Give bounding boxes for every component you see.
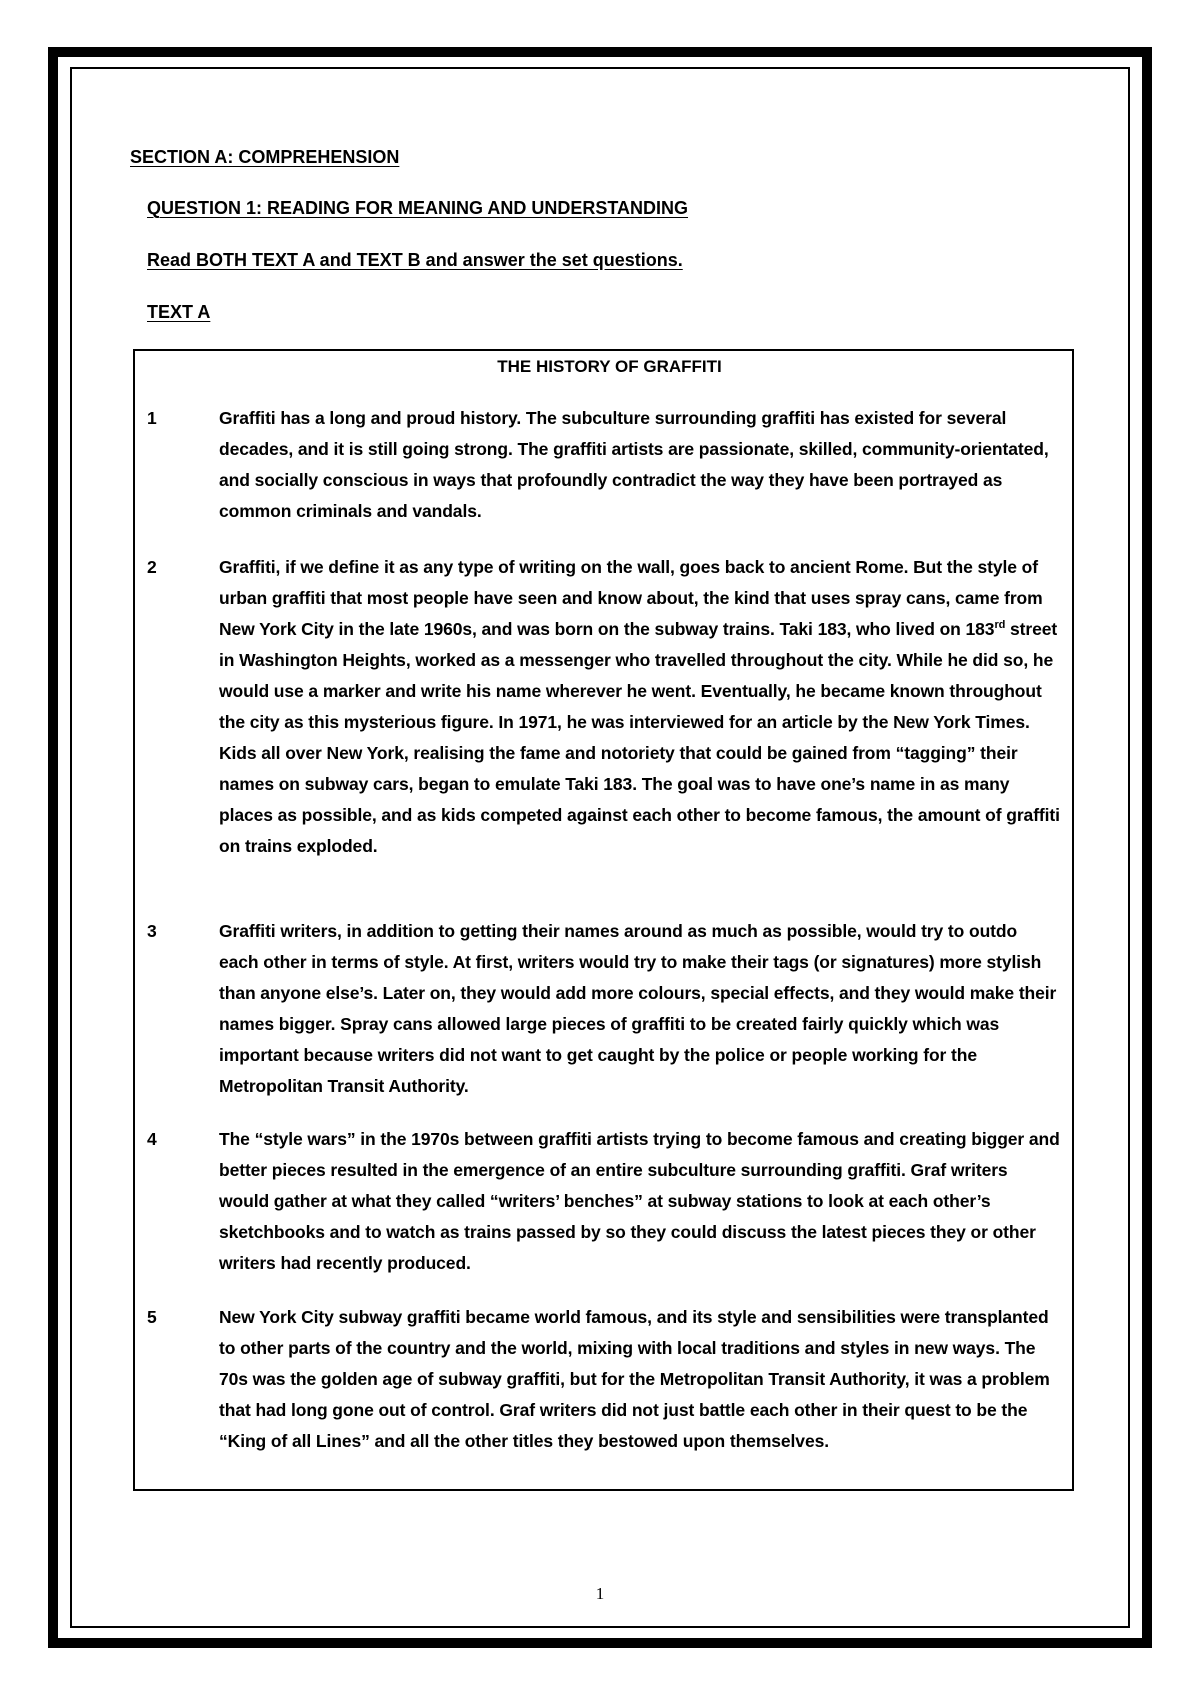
section-title: SECTION A: COMPREHENSION	[130, 147, 400, 167]
page-number: 1	[595, 1584, 605, 1603]
paragraph-number: 5	[147, 1307, 157, 1327]
paragraph-text	[219, 552, 1061, 862]
passage-title: THE HISTORY OF GRAFFITI	[497, 357, 722, 376]
question-title: QUESTION 1: READING FOR MEANING AND UNDERSTANDING	[147, 198, 689, 218]
passage-box	[133, 349, 1074, 1491]
paragraph-text-part: street in Washington Heights, worked as a messenger who travelled throughout the city. While he did so, he would use a marker and write his name wherever he went. Eventually, he became known throughout the city as this mysterious figure. In 1971, he was interviewed for an article by the New York Times. Kids all over New York, realising the fame and notoriety that could be gained from “tagging” their names on subway cars, began to emulate Taki 183. The goal was to have one’s name in as many places as possible, and as kids competed against each other to become famous, the amount of graffiti on trains exploded.	[219, 619, 1060, 856]
instruction-text: Read BOTH TEXT A and TEXT B and answer the set questions.	[147, 250, 683, 270]
paragraph-number: 4	[147, 1129, 157, 1149]
ordinal-superscript: rd	[994, 619, 1006, 632]
paragraph-text: New York City subway graffiti became world famous, and its style and sensibilities were transplanted to other parts of the country and the world, mixing with local traditions and styles in new ways. The 70s was the golden age of subway graffiti, but for the Metropolitan Transit Authority, it was a problem that had long gone out of control. Graf writers did not just battle each other in their quest to be the “King of all Lines” and all the other titles they bestowed upon themselves.	[219, 1307, 1050, 1451]
text-a-label: TEXT A	[147, 302, 211, 322]
paragraph-text: Graffiti has a long and proud history. The subculture surrounding graffiti has existed for several decades, and it is still going strong. The graffiti artists are passionate, skilled, community-orientated, and socially conscious in ways that profoundly contradict the way they have been portrayed as common criminals and vandals.	[219, 408, 1049, 521]
paragraph-number: 1	[147, 408, 157, 428]
paragraph-number: 2	[147, 557, 157, 577]
paragraph-text-part: Graffiti, if we define it as any type of writing on the wall, goes back to ancient Rome. But the style of urban graffiti that most people have seen and know about, the kind that uses spray cans, came from New York City in the late 1960s, and was born on the subway trains. Taki 183, who lived on 183	[219, 557, 1043, 639]
paragraph-number: 3	[147, 921, 157, 941]
paragraph-text: The “style wars” in the 1970s between graffiti artists trying to become famous and creating bigger and better pieces resulted in the emergence of an entire subculture surrounding graffiti. Graf writers would gather at what they called “writers’ benches” at subway stations to look at each other’s sketchbooks and to watch as trains passed by so they could discuss the latest pieces they or other writers had recently produced.	[219, 1129, 1060, 1273]
paragraph-text: Graffiti writers, in addition to getting their names around as much as possible, would try to outdo each other in terms of style. At first, writers would try to make their tags (or signatures) more stylish than anyone else’s. Later on, they would add more colours, special effects, and they would make their names bigger. Spray cans allowed large pieces of graffiti to be created fairly quickly which was important because writers did not want to get caught by the police or people working for the Metropolitan Transit Authority.	[219, 921, 1057, 1096]
